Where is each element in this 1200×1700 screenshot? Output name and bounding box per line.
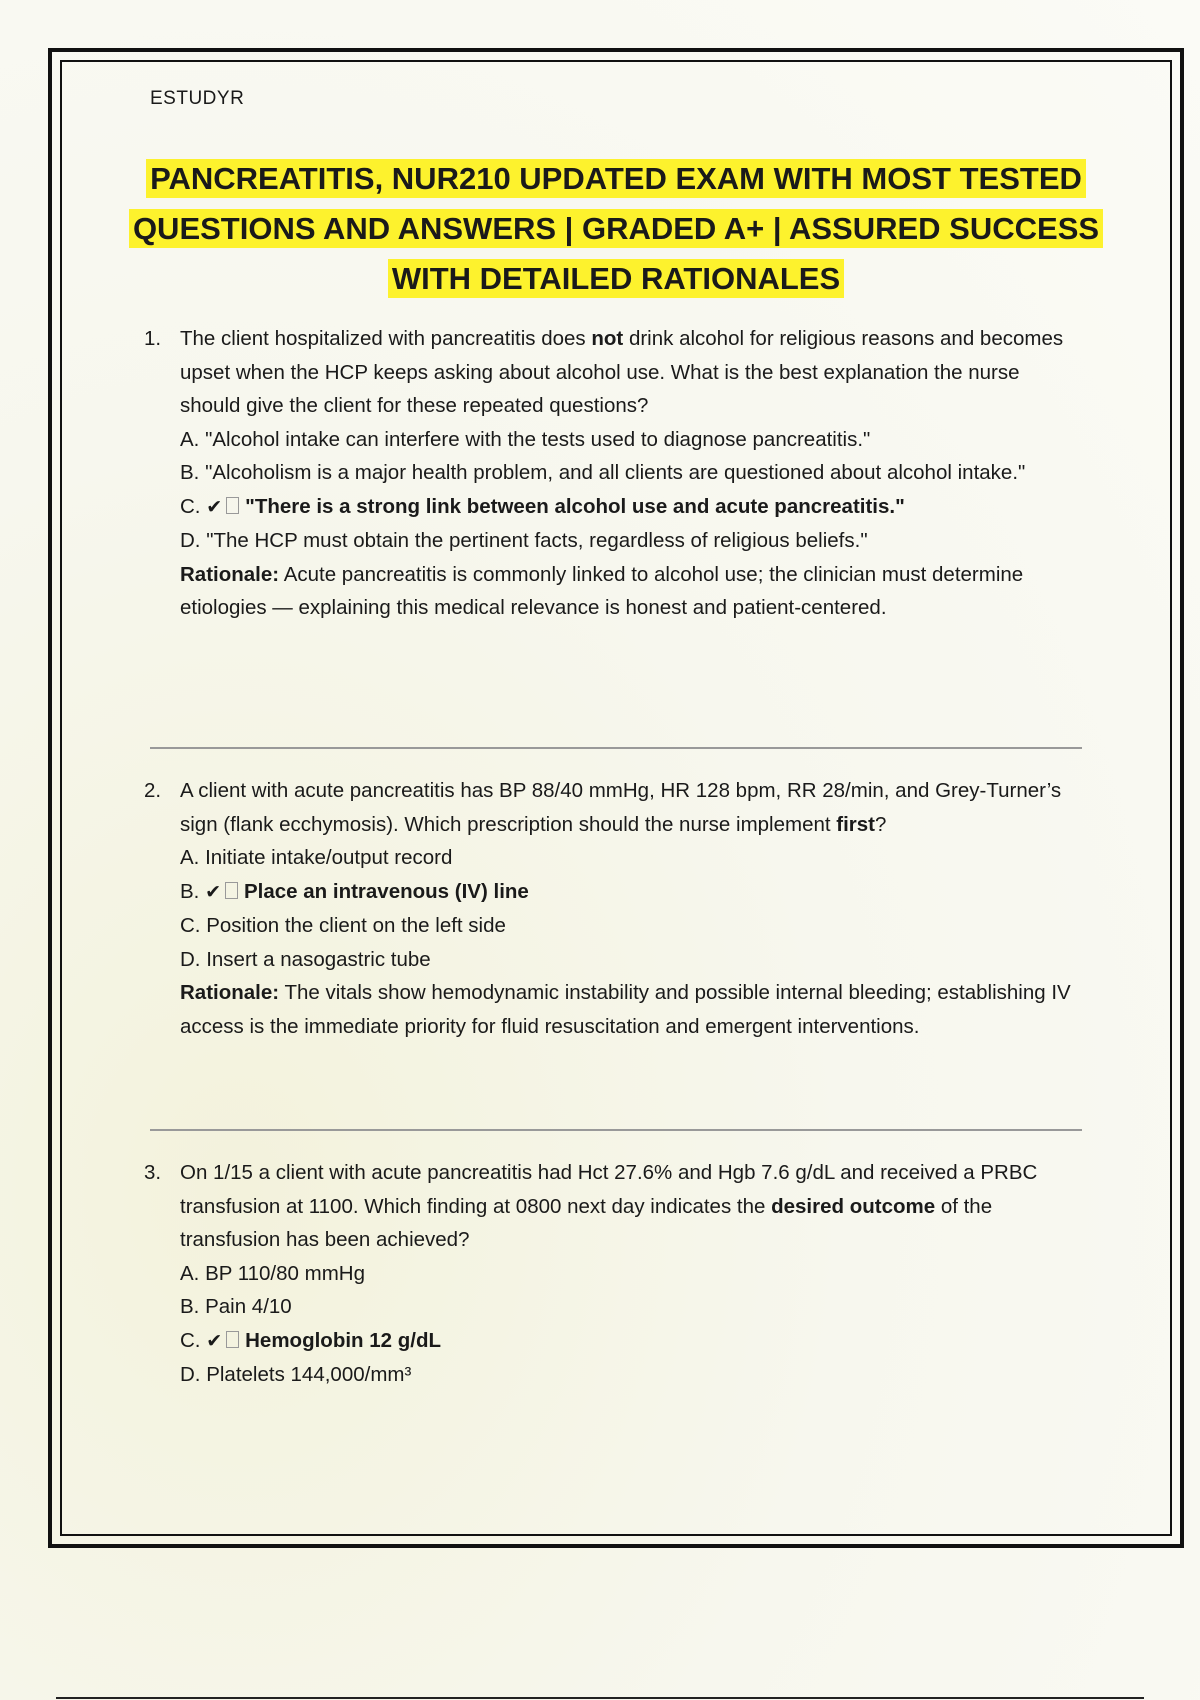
page-frame bbox=[48, 48, 1184, 1548]
option-d: D. Insert a nasogastric tube bbox=[180, 947, 431, 971]
checkmark-icon: ✔ bbox=[205, 881, 221, 903]
divider bbox=[150, 747, 1082, 749]
question-3 bbox=[144, 1156, 1082, 1392]
option-b: B. Pain 4/10 bbox=[180, 1295, 292, 1318]
question-2 bbox=[144, 774, 1082, 1043]
page-frame-inner bbox=[60, 60, 1172, 1536]
rationale: Rationale: Acute pancreatitis is commonly linked to alcohol use; the clinician must determine etiologies — explaining this medical relevance is honest and patient-centered. bbox=[180, 562, 1024, 619]
page-title bbox=[122, 154, 1110, 304]
option-a: A. "Alcohol intake can interfere with the tests used to diagnose pancreatitis." bbox=[180, 427, 871, 451]
question-number: 3. bbox=[144, 1161, 162, 1184]
question-1 bbox=[144, 322, 1082, 625]
option-b: B. "Alcoholism is a major health problem, and all clients are questioned about alcohol intake." bbox=[180, 461, 1026, 484]
question-stem: A client with acute pancreatitis has BP 88/40 mmHg, HR 128 bpm, RR 28/min, and Grey-Turner’s sign (flank ecchymosis). Which prescription should the nurse implement first? bbox=[180, 779, 1062, 836]
option-d: D. Platelets 144,000/mm³ bbox=[180, 1363, 412, 1386]
checkmark-icon: ✔ bbox=[206, 1330, 223, 1352]
question-stem: The client hospitalized with pancreatitis does not drink alcohol for religious reasons and becomes upset when the HCP keeps asking about alcohol use. What is the best explanation the nurse should give the client for these repeated questions? bbox=[180, 327, 1064, 417]
divider bbox=[150, 1129, 1082, 1131]
option-b: B. ✔ Place an intravenous (IV) line bbox=[180, 879, 529, 903]
checkbox-icon bbox=[226, 497, 239, 514]
brand-label: ESTUDYR bbox=[150, 88, 245, 109]
title-line: QUESTIONS AND ANSWERS | GRADED A+ | ASSURED SUCCESS bbox=[129, 209, 1103, 248]
checkbox-icon bbox=[225, 882, 238, 899]
option-c: C. Position the client on the left side bbox=[180, 914, 506, 937]
checkmark-icon: ✔ bbox=[206, 496, 223, 518]
option-c: C. ✔ "There is a strong link between alcohol use and acute pancreatitis." bbox=[180, 494, 905, 518]
option-d: D. "The HCP must obtain the pertinent facts, regardless of religious beliefs." bbox=[180, 529, 868, 552]
rationale: Rationale: The vitals show hemodynamic instability and possible internal bleeding; establishing IV access is the immediate priority for fluid resuscitation and emergent interventions. bbox=[180, 981, 1071, 1038]
title-line: PANCREATITIS, NUR210 UPDATED EXAM WITH MOST TESTED bbox=[146, 159, 1086, 198]
question-number: 1. bbox=[144, 327, 162, 350]
checkbox-icon bbox=[226, 1331, 239, 1348]
option-a: A. BP 110/80 mmHg bbox=[180, 1261, 365, 1285]
question-number: 2. bbox=[144, 779, 162, 802]
option-a: A. Initiate intake/output record bbox=[180, 846, 453, 869]
option-c: C. ✔ Hemoglobin 12 g/dL bbox=[180, 1328, 442, 1352]
question-stem: On 1/15 a client with acute pancreatitis had Hct 27.6% and Hgb 7.6 g/dL and received a PRBC transfusion at 1100. Which finding at 0800 next day indicates the desired outcome of the transfusion has been achieved? bbox=[180, 1161, 1038, 1251]
footer-rule bbox=[56, 1697, 1144, 1699]
title-line: WITH DETAILED RATIONALES bbox=[388, 259, 844, 298]
